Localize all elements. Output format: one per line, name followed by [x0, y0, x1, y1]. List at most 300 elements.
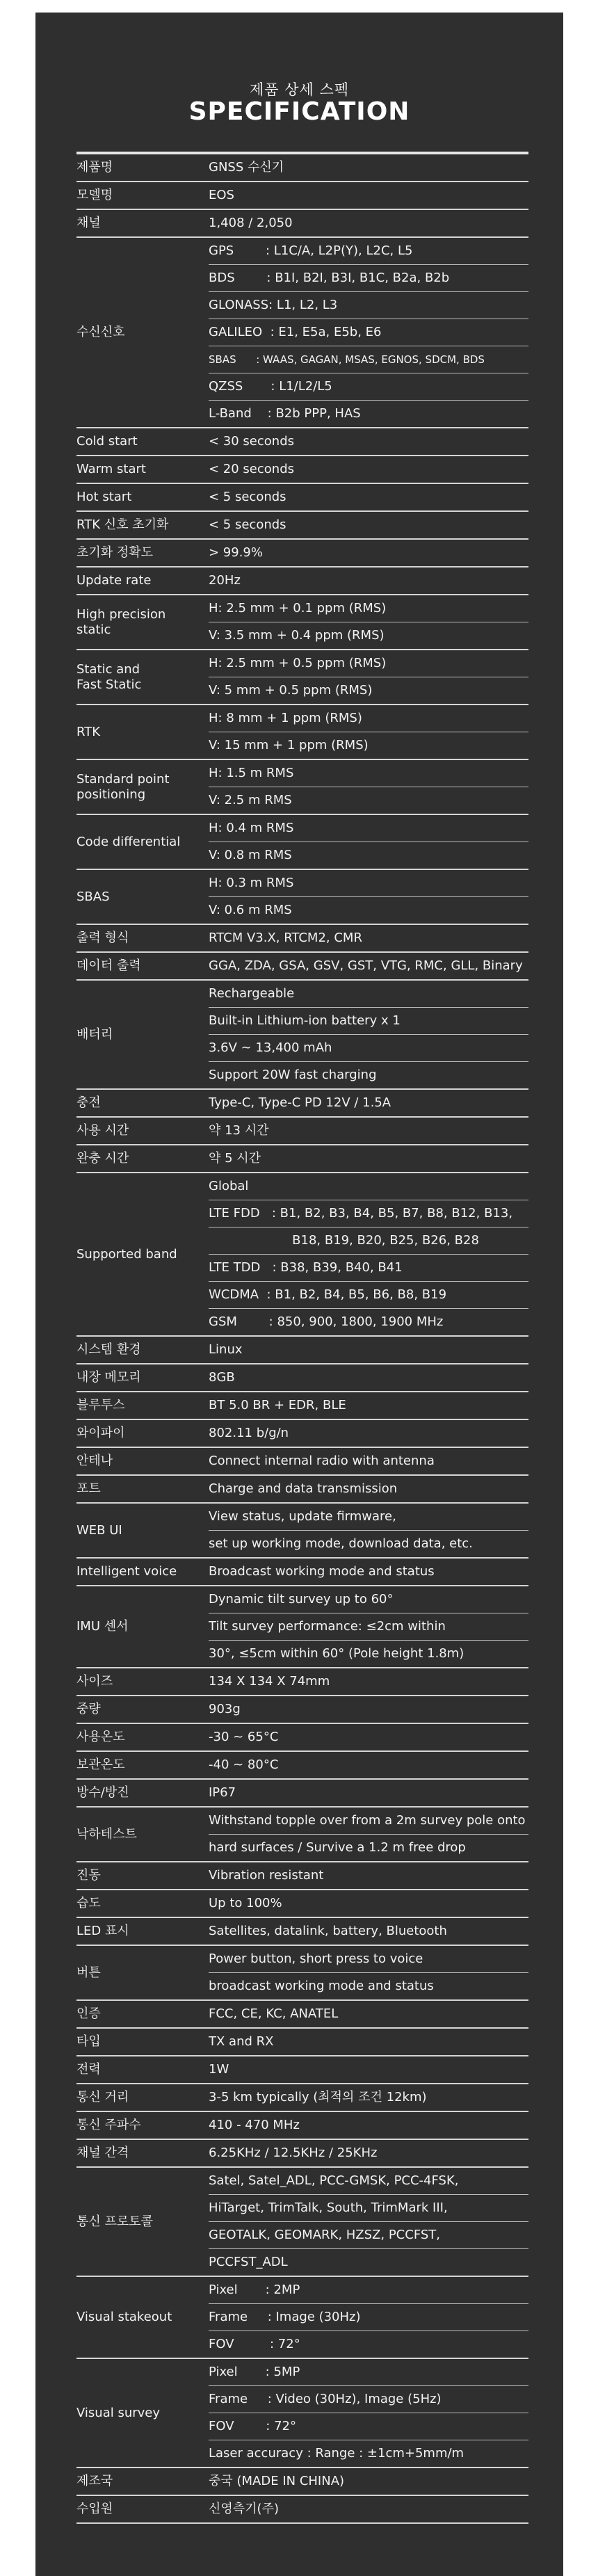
spec-label-cell — [76, 1173, 209, 1335]
spec-label-cell — [76, 1090, 209, 1116]
spec-label-cell — [76, 1918, 209, 1945]
spec-value: Tilt survey performance: ≤2cm within — [209, 1613, 528, 1640]
spec-label: 완충 시간 — [76, 1151, 129, 1166]
spec-label-cell — [76, 760, 209, 814]
spec-value: V: 0.6 m RMS — [209, 896, 528, 924]
spec-label: 사용 시간 — [76, 1123, 129, 1138]
spec-value: -40 ~ 80°C — [209, 1757, 279, 1772]
spec-value: FOV : 72° — [209, 2331, 528, 2358]
spec-value: Power button, short press to voice — [209, 1951, 423, 1966]
spec-label: Hot start — [76, 490, 132, 504]
spec-value: Laser accuracy : Range : ±1cm+5mm/m — [209, 2440, 528, 2467]
spec-value: GLONASS: L1, L2, L3 — [209, 291, 528, 319]
spec-label-cell — [76, 484, 209, 510]
spec-label-cell — [76, 2056, 209, 2083]
spec-value: broadcast working mode and status — [209, 1972, 528, 1999]
spec-row — [76, 953, 528, 981]
spec-label: RTK 신호 초기화 — [76, 517, 169, 532]
spec-row — [76, 2468, 528, 2496]
spec-label-cell — [76, 2112, 209, 2139]
spec-value: HiTarget, TrimTalk, South, TrimMark III, — [209, 2194, 528, 2221]
spec-row — [76, 182, 528, 210]
spec-label: 내장 메모리 — [76, 1370, 141, 1385]
spec-value: View status, update firmware, — [209, 1509, 396, 1524]
spec-value: GNSS 수신기 — [209, 160, 284, 175]
spec-values — [209, 705, 528, 759]
spec-label: 인증 — [76, 2006, 101, 2021]
spec-value: FCC, CE, KC, ANATEL — [209, 2006, 339, 2021]
spec-row — [76, 2084, 528, 2112]
spec-label: Static and Fast Static — [76, 661, 142, 692]
spec-value: Satel, Satel_ADL, PCC-GMSK, PCC-4FSK, — [209, 2173, 459, 2188]
spec-row — [76, 1780, 528, 1808]
spec-values — [209, 1696, 528, 1723]
spec-label: 시스템 환경 — [76, 1342, 141, 1357]
spec-values — [209, 540, 528, 566]
spec-values — [209, 1918, 528, 1945]
spec-label: Warm start — [76, 462, 146, 476]
spec-label: WEB UI — [76, 1522, 122, 1538]
spec-value: Built-in Lithium-ion battery x 1 — [209, 1007, 528, 1034]
spec-row — [76, 595, 528, 650]
spec-value: H: 0.3 m RMS — [209, 876, 294, 890]
spec-row — [76, 2359, 528, 2468]
spec-values — [209, 2029, 528, 2055]
spec-row — [76, 925, 528, 953]
spec-values — [209, 1890, 528, 1917]
spec-value: 20Hz — [209, 573, 241, 588]
spec-value: H: 2.5 mm + 0.5 ppm (RMS) — [209, 656, 387, 670]
spec-row — [76, 1448, 528, 1476]
spec-value: hard surfaces / Survive a 1.2 m free drop — [209, 1834, 528, 1861]
spec-value: GPS : L1C/A, L2P(Y), L2C, L5 — [209, 243, 413, 258]
spec-label-cell — [76, 210, 209, 236]
spec-label: 보관온도 — [76, 1757, 125, 1772]
spec-label: 통신 주파수 — [76, 2118, 141, 2132]
spec-value: 134 X 134 X 74mm — [209, 1674, 330, 1689]
spec-label-cell — [76, 1118, 209, 1144]
spec-row — [76, 484, 528, 512]
spec-value: 1,408 / 2,050 — [209, 216, 293, 230]
spec-value: Satellites, datalink, battery, Bluetooth — [209, 1924, 447, 1938]
spec-value: H: 1.5 m RMS — [209, 766, 294, 780]
spec-values — [209, 2468, 528, 2495]
spec-values — [209, 154, 528, 181]
spec-label: 안테나 — [76, 1454, 113, 1468]
spec-label: High precision static — [76, 606, 166, 637]
spec-values — [209, 2140, 528, 2166]
spec-row — [76, 870, 528, 925]
spec-values — [209, 512, 528, 538]
spec-value: 802.11 b/g/n — [209, 1426, 289, 1440]
spec-value: Vibration resistant — [209, 1868, 324, 1883]
spec-label-cell — [76, 540, 209, 566]
spec-row — [76, 2277, 528, 2359]
spec-row — [76, 1946, 528, 2001]
spec-values — [209, 1118, 528, 1144]
spec-row — [76, 650, 528, 705]
spec-label: 채널 — [76, 216, 101, 230]
spec-label: 낙하테스트 — [76, 1826, 137, 1842]
spec-label: Supported band — [76, 1246, 177, 1262]
spec-label-cell — [76, 1890, 209, 1917]
spec-value: PCCFST_ADL — [209, 2248, 528, 2276]
spec-row — [76, 1918, 528, 1946]
spec-label-cell — [76, 1504, 209, 1557]
spec-value: 8GB — [209, 1370, 235, 1385]
spec-row — [76, 238, 528, 428]
spec-label-cell — [76, 2277, 209, 2358]
spec-values — [209, 2168, 528, 2276]
spec-value: Type-C, Type-C PD 12V / 1.5A — [209, 1095, 391, 1110]
spec-values — [209, 1559, 528, 1585]
spec-value: H: 8 mm + 1 ppm (RMS) — [209, 711, 362, 725]
spec-values — [209, 1862, 528, 1889]
spec-value: L-Band : B2b PPP, HAS — [209, 400, 528, 427]
spec-subtitle: 제품 상세 스펙 — [249, 81, 350, 98]
spec-row — [76, 1862, 528, 1890]
spec-table — [76, 152, 528, 2524]
spec-label-cell — [76, 154, 209, 181]
spec-values — [209, 1808, 528, 1861]
spec-label-cell — [76, 953, 209, 979]
spec-value: GSM : 850, 900, 1800, 1900 MHz — [209, 1308, 528, 1335]
spec-value: V: 15 mm + 1 ppm (RMS) — [209, 732, 528, 759]
spec-value: Charge and data transmission — [209, 1481, 398, 1496]
spec-label-cell — [76, 925, 209, 951]
spec-value: Dynamic tilt survey up to 60° — [209, 1592, 394, 1607]
spec-value: IP67 — [209, 1785, 236, 1800]
spec-value: > 99.9% — [209, 545, 263, 560]
spec-label: Visual stakeout — [76, 2310, 172, 2324]
spec-label-cell — [76, 1145, 209, 1172]
spec-values — [209, 2112, 528, 2139]
spec-value: < 30 seconds — [209, 434, 295, 449]
spec-values — [209, 2359, 528, 2467]
spec-values — [209, 760, 528, 814]
spec-label: 전력 — [76, 2062, 101, 2077]
spec-label-cell — [76, 1420, 209, 1447]
spec-label-cell — [76, 2140, 209, 2166]
spec-value: 약 5 시간 — [209, 1151, 261, 1166]
spec-label: SBAS — [76, 889, 110, 904]
spec-row — [76, 2029, 528, 2056]
spec-values — [209, 1365, 528, 1391]
spec-values — [209, 1145, 528, 1172]
spec-label-cell — [76, 1780, 209, 1806]
spec-value: V: 2.5 m RMS — [209, 787, 528, 814]
spec-values — [209, 815, 528, 869]
spec-value: Frame : Image (30Hz) — [209, 2303, 528, 2331]
spec-row — [76, 2112, 528, 2140]
spec-values — [209, 1392, 528, 1419]
spec-row — [76, 1586, 528, 1668]
spec-value: Global — [209, 1179, 249, 1193]
spec-label: RTK — [76, 724, 100, 739]
spec-value: 중국 (MADE IN CHINA) — [209, 2474, 345, 2488]
spec-row — [76, 1668, 528, 1696]
spec-row — [76, 210, 528, 238]
spec-label-cell — [76, 1752, 209, 1778]
spec-values — [209, 1780, 528, 1806]
spec-value: 30°, ≤5cm within 60° (Pole height 1.8m) — [209, 1640, 528, 1667]
spec-label: Standard point positioning — [76, 771, 170, 802]
spec-row — [76, 154, 528, 182]
spec-value: 신영측기(주) — [209, 2502, 279, 2516]
spec-label-cell — [76, 2084, 209, 2111]
spec-row — [76, 1890, 528, 1918]
spec-values — [209, 2001, 528, 2027]
spec-value: Connect internal radio with antenna — [209, 1454, 435, 1468]
spec-value: BT 5.0 BR + EDR, BLE — [209, 1398, 346, 1412]
spec-values — [209, 1090, 528, 1116]
spec-label-cell — [76, 981, 209, 1088]
spec-value: Withstand topple over from a 2m survey pole onto — [209, 1813, 526, 1828]
spec-row — [76, 1724, 528, 1752]
spec-label: 제품명 — [76, 160, 113, 175]
spec-row — [76, 1696, 528, 1724]
spec-values — [209, 1504, 528, 1557]
spec-row — [76, 1559, 528, 1586]
spec-value: TX and RX — [209, 2034, 274, 2049]
spec-value: EOS — [209, 188, 234, 202]
spec-row — [76, 2056, 528, 2084]
spec-label-cell — [76, 1448, 209, 1474]
spec-value: Pixel : 2MP — [209, 2283, 300, 2297]
spec-values — [209, 650, 528, 704]
spec-label: 사용온도 — [76, 1730, 125, 1744]
spec-values — [209, 1448, 528, 1474]
spec-label: 버튼 — [76, 1965, 101, 1980]
spec-label: 수입원 — [76, 2502, 113, 2516]
spec-row — [76, 1090, 528, 1118]
spec-row — [76, 1808, 528, 1862]
spec-label: 사이즈 — [76, 1674, 113, 1689]
spec-value: 903g — [209, 1702, 241, 1716]
spec-row — [76, 815, 528, 870]
spec-row — [76, 705, 528, 760]
spec-label-cell — [76, 1586, 209, 1667]
spec-value: Broadcast working mode and status — [209, 1564, 435, 1579]
spec-row — [76, 540, 528, 567]
spec-label-cell — [76, 2496, 209, 2522]
spec-label: 초기화 정확도 — [76, 545, 154, 560]
spec-value: Up to 100% — [209, 1896, 282, 1910]
spec-values — [209, 1173, 528, 1335]
spec-value: BDS : B1I, B2I, B3I, B1C, B2a, B2b — [209, 264, 528, 291]
spec-row — [76, 1145, 528, 1173]
spec-value: GALILEO : E1, E5a, E5b, E6 — [209, 319, 528, 346]
spec-value: Frame : Video (30Hz), Image (5Hz) — [209, 2385, 528, 2413]
spec-values — [209, 1724, 528, 1750]
spec-label-cell — [76, 2468, 209, 2495]
spec-value: < 5 seconds — [209, 517, 286, 532]
spec-value: H: 2.5 mm + 0.1 ppm (RMS) — [209, 601, 387, 615]
spec-label-cell — [76, 1668, 209, 1695]
spec-values — [209, 567, 528, 594]
spec-label-cell — [76, 815, 209, 869]
spec-row — [76, 1752, 528, 1780]
spec-row — [76, 567, 528, 595]
spec-value: V: 0.8 m RMS — [209, 842, 528, 869]
spec-value: V: 5 mm + 0.5 ppm (RMS) — [209, 677, 528, 704]
spec-label: 출력 형식 — [76, 931, 129, 945]
spec-value: 3.6V ~ 13,400 mAh — [209, 1034, 528, 1061]
spec-label: 와이파이 — [76, 1426, 125, 1440]
spec-value: LTE FDD : B1, B2, B3, B4, B5, B7, B8, B12, B13, — [209, 1200, 528, 1227]
spec-row — [76, 1118, 528, 1145]
spec-value: -30 ~ 65°C — [209, 1730, 279, 1744]
spec-row — [76, 1173, 528, 1337]
spec-value: 410 - 470 MHz — [209, 2118, 300, 2132]
spec-label: 제조국 — [76, 2474, 113, 2488]
spec-label-cell — [76, 1476, 209, 1502]
spec-value: V: 3.5 mm + 0.4 ppm (RMS) — [209, 622, 528, 649]
spec-value: < 5 seconds — [209, 490, 286, 504]
spec-label: 타입 — [76, 2034, 101, 2049]
spec-values — [209, 1476, 528, 1502]
spec-title: SPECIFICATION — [188, 97, 410, 126]
spec-value: 3-5 km typically (최적의 조건 12km) — [209, 2090, 427, 2104]
spec-value: Pixel : 5MP — [209, 2365, 300, 2379]
spec-label-cell — [76, 870, 209, 924]
spec-value: FOV : 72° — [209, 2413, 528, 2440]
spec-label-cell — [76, 1808, 209, 1861]
spec-label-cell — [76, 2168, 209, 2276]
spec-values — [209, 2277, 528, 2358]
spec-label: Intelligent voice — [76, 1564, 177, 1579]
spec-row — [76, 981, 528, 1090]
spec-value: Rechargeable — [209, 986, 295, 1001]
spec-label-cell — [76, 2029, 209, 2055]
spec-label: Code differential — [76, 834, 181, 849]
spec-values — [209, 1586, 528, 1667]
spec-row — [76, 2496, 528, 2524]
spec-values — [209, 484, 528, 510]
spec-value: WCDMA : B1, B2, B4, B5, B6, B8, B19 — [209, 1281, 528, 1308]
spec-label: 포트 — [76, 1481, 101, 1496]
spec-label: 통신 프로토콜 — [76, 2214, 154, 2229]
spec-label: 배터리 — [76, 1027, 113, 1042]
spec-label-cell — [76, 1946, 209, 1999]
spec-label-cell — [76, 456, 209, 483]
spec-value: RTCM V3.X, RTCM2, CMR — [209, 931, 362, 945]
spec-values — [209, 182, 528, 209]
spec-row — [76, 456, 528, 484]
spec-value: H: 0.4 m RMS — [209, 821, 294, 835]
spec-label-cell — [76, 428, 209, 455]
spec-label-cell — [76, 182, 209, 209]
spec-label-cell — [76, 567, 209, 594]
spec-row — [76, 428, 528, 456]
spec-values — [209, 456, 528, 483]
spec-row — [76, 760, 528, 815]
spec-values — [209, 210, 528, 236]
spec-values — [209, 2056, 528, 2083]
spec-label: 방수/방진 — [76, 1785, 129, 1800]
spec-row — [76, 512, 528, 540]
spec-label-cell — [76, 650, 209, 704]
spec-label: 충전 — [76, 1095, 101, 1110]
spec-row — [76, 1476, 528, 1504]
spec-value: LTE TDD : B38, B39, B40, B41 — [209, 1254, 528, 1281]
spec-label-cell — [76, 1559, 209, 1585]
spec-row — [76, 2140, 528, 2168]
spec-row — [76, 1392, 528, 1420]
spec-values — [209, 1668, 528, 1695]
spec-value: B18, B19, B20, B25, B26, B28 — [209, 1227, 528, 1254]
spec-label: LED 표시 — [76, 1924, 129, 1938]
spec-values — [209, 1420, 528, 1447]
spec-label: IMU 센서 — [76, 1619, 129, 1634]
spec-values — [209, 2084, 528, 2111]
spec-label-cell — [76, 1392, 209, 1419]
spec-value: GGA, ZDA, GSA, GSV, GST, VTG, RMC, GLL, Binary — [209, 958, 523, 973]
spec-values — [209, 1752, 528, 1778]
spec-label-cell — [76, 1337, 209, 1363]
spec-label-cell — [76, 2001, 209, 2027]
spec-panel — [35, 13, 563, 2576]
spec-label: 통신 거리 — [76, 2090, 129, 2104]
spec-label: 중량 — [76, 1702, 101, 1716]
spec-values — [209, 925, 528, 951]
spec-row — [76, 1504, 528, 1559]
spec-value: GEOTALK, GEOMARK, HZSZ, PCCFST, — [209, 2221, 528, 2248]
spec-value: < 20 seconds — [209, 462, 295, 476]
spec-value: 1W — [209, 2062, 229, 2077]
spec-label: Visual survey — [76, 2405, 161, 2420]
spec-label-cell — [76, 1696, 209, 1723]
spec-label: 수신신호 — [76, 325, 125, 339]
spec-label-cell — [76, 705, 209, 759]
spec-value: 6.25KHz / 12.5KHz / 25KHz — [209, 2146, 378, 2160]
spec-value: set up working mode, download data, etc. — [209, 1530, 528, 1557]
spec-label-cell — [76, 1365, 209, 1391]
spec-label: 데이터 출력 — [76, 958, 141, 973]
spec-label: Cold start — [76, 434, 138, 449]
spec-label: 모델명 — [76, 188, 113, 202]
spec-row — [76, 2168, 528, 2277]
spec-values — [209, 870, 528, 924]
spec-values — [209, 1337, 528, 1363]
spec-row — [76, 1420, 528, 1448]
spec-label: 채널 간격 — [76, 2146, 129, 2160]
spec-label-cell — [76, 238, 209, 427]
spec-row — [76, 1337, 528, 1365]
spec-value: Support 20W fast charging — [209, 1061, 528, 1088]
spec-values — [209, 595, 528, 649]
spec-label: 블루투스 — [76, 1398, 125, 1412]
spec-values — [209, 238, 528, 427]
spec-label-cell — [76, 1724, 209, 1750]
spec-row — [76, 1365, 528, 1392]
spec-value: QZSS : L1/L2/L5 — [209, 373, 528, 400]
spec-values — [209, 1946, 528, 1999]
spec-value: SBAS : WAAS, GAGAN, MSAS, EGNOS, SDCM, BDS — [209, 346, 528, 373]
spec-label-cell — [76, 595, 209, 649]
spec-values — [209, 428, 528, 455]
spec-values — [209, 2496, 528, 2522]
spec-label-cell — [76, 2359, 209, 2467]
spec-row — [76, 2001, 528, 2029]
spec-label: Update rate — [76, 573, 152, 588]
spec-label-cell — [76, 512, 209, 538]
spec-label: 진동 — [76, 1868, 101, 1883]
spec-label-cell — [76, 1862, 209, 1889]
spec-values — [209, 981, 528, 1088]
spec-label: 습도 — [76, 1896, 101, 1910]
spec-value: Linux — [209, 1342, 243, 1357]
